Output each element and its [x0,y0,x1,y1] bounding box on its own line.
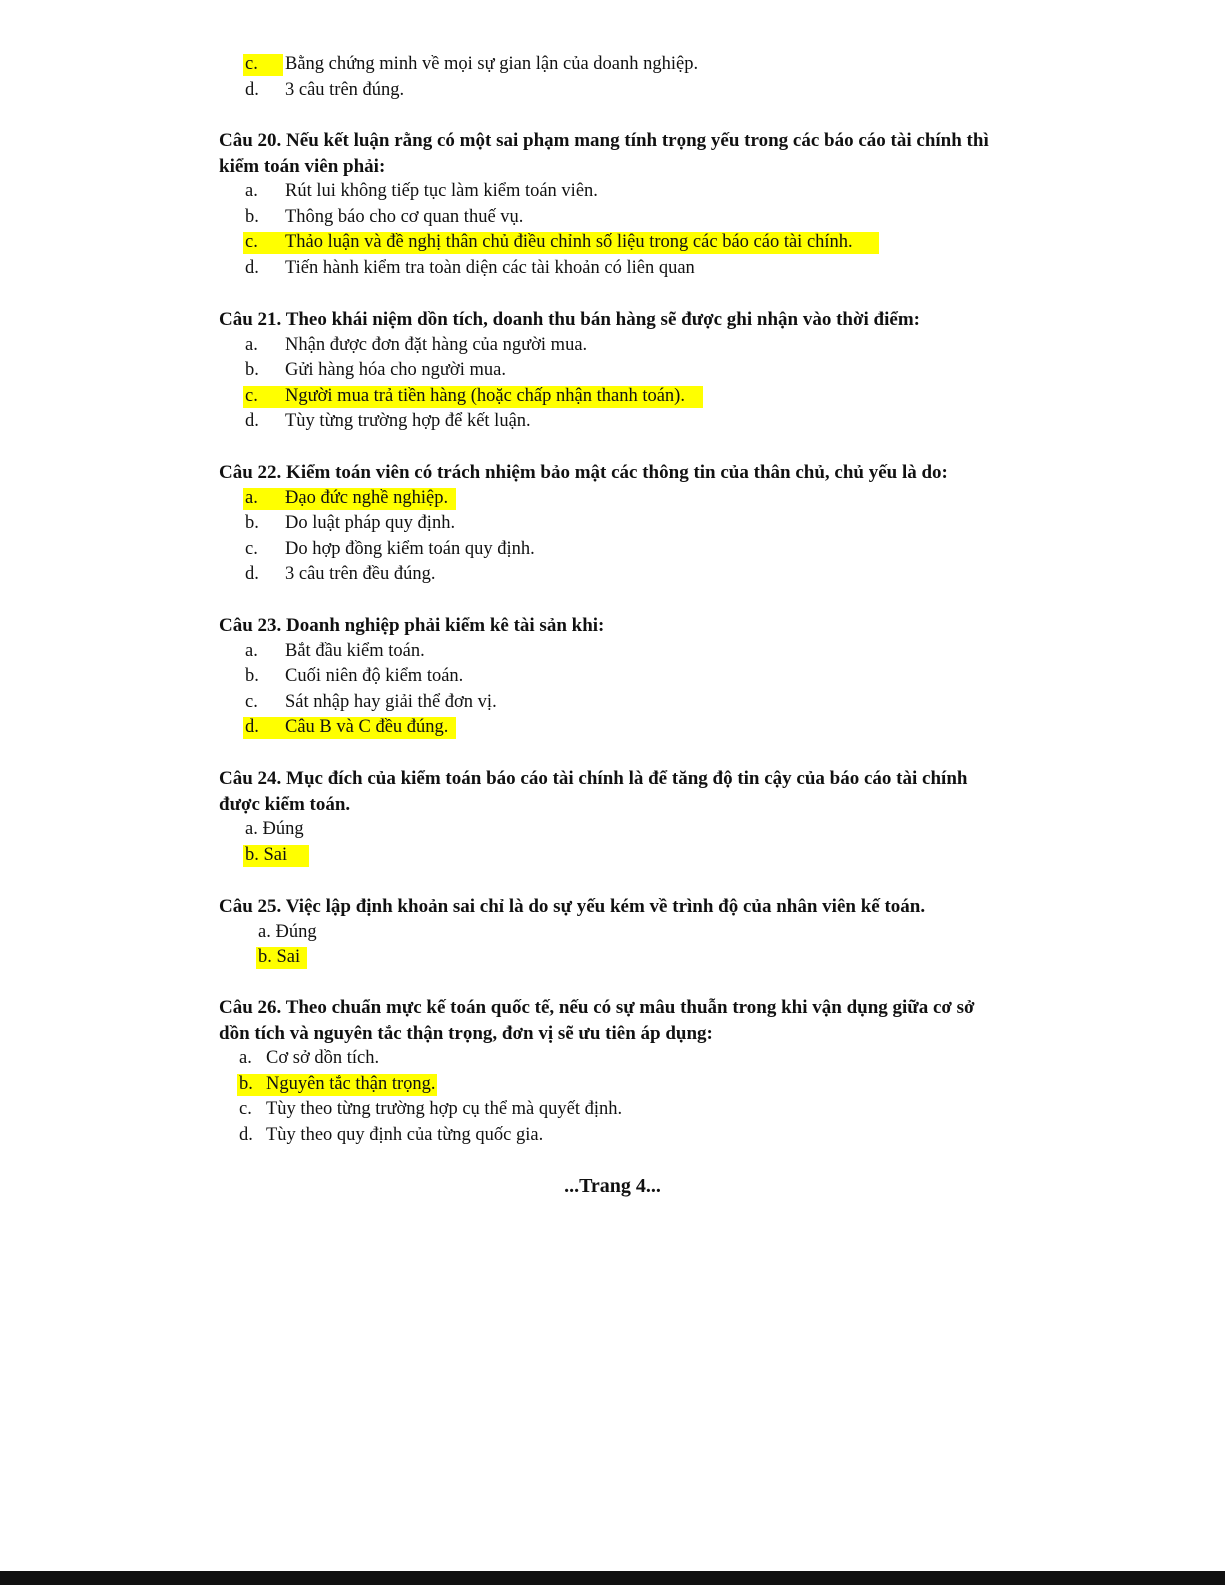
option-text: Cơ sở dồn tích. [266,1048,380,1068]
option-text: Người mua trả tiền hàng (hoặc chấp nhận thanh toán). [285,385,685,406]
option-letter: d. [245,564,259,584]
bottom-border [0,1571,1225,1585]
option-letter: c. [245,538,258,559]
question-text: Câu 23. Doanh nghiệp phải kiểm kê tài sản khi: [219,615,605,636]
option-d [219,78,1009,104]
question-block-21 [219,307,1009,435]
option-d [219,256,1009,282]
option-letter: a. [245,334,258,355]
option-letter: d. [239,1124,253,1145]
option-text: Rút lui không tiếp tục làm kiểm toán viên. [285,181,598,201]
option-d [219,409,1009,435]
option-letter: c. [245,385,258,406]
question-block-24 [219,766,1009,868]
option-b-correct [219,1072,1009,1098]
option-text: Câu B và C đều đúng. [285,717,449,737]
option-text-highlighted: Nguyên tắc thận trọng [266,1073,431,1094]
option-text: Đạo đức nghề nghiệp. [285,487,449,508]
question-block-19-continued [219,52,1009,103]
option-text: b. Sai [245,844,288,865]
option-b [219,511,1009,537]
option-text: Gửi hàng hóa cho người mua. [285,360,506,380]
option-text: Nhận được đơn đặt hàng của người mua. [285,334,588,355]
option-letter: a. [239,1048,252,1068]
option-letter: b. [239,1073,253,1094]
option-text: Do hợp đồng kiểm toán quy định. [285,538,535,559]
option-letter: d. [245,257,259,278]
option-false-correct [219,945,1009,971]
option-c [219,690,1009,716]
question-block-25 [219,894,1009,971]
option-letter: b. [245,360,259,380]
option-a [219,639,1009,665]
option-text: 3 câu trên đúng. [285,79,405,100]
option-a-correct [219,486,1009,512]
option-a [219,333,1009,359]
page-number-footer: ...Trang 4... [564,1175,661,1197]
option-text: Thảo luận và đề nghị thân chủ điều chỉnh số liệu trong các báo cáo tài chính. [285,232,853,252]
option-letter: c. [245,691,258,712]
option-b [219,664,1009,690]
option-text: Tùy theo quy định của từng quốc gia. [266,1124,544,1145]
option-text: Tùy theo từng trường hợp cụ thể mà quyết định. [266,1099,623,1119]
option-true [219,817,1009,843]
question-text: Câu 26. Theo chuẩn mực kế toán quốc tế, nếu có sự mâu thuẫn trong khi vận dụng giữa cơ sở dồn tích và nguyên tắc thận trọng, đơn vị sẽ ưu tiên áp dụng: [219,997,975,1044]
option-letter: a. [245,181,258,201]
option-text: b. Sai [258,947,301,967]
option-text: 3 câu trên đều đúng. [285,564,436,584]
question-text: Câu 25. Việc lập định khoản sai chỉ là do sự yếu kém về trình độ của nhân viên kế toán. [219,896,926,917]
option-letter: d. [245,79,259,100]
option-d [219,562,1009,588]
option-letter: b. [245,513,259,533]
option-c-correct [219,384,1009,410]
option-letter: d. [245,411,259,431]
option-letter: c. [239,1099,252,1119]
option-text: Tùy từng trường hợp để kết luận. [285,411,531,431]
option-text: Sát nhập hay giải thể đơn vị. [285,691,497,712]
option-text: Do luật pháp quy định. [285,513,456,533]
question-block-23 [219,613,1009,741]
option-text: Bằng chứng minh về mọi sự gian lận của doanh nghiệp. [285,54,699,74]
option-text [266,1072,436,1098]
option-a [219,179,1009,205]
question-text: Câu 24. Mục đích của kiểm toán báo cáo tài chính là để tăng độ tin cậy của báo cáo tài chính được kiểm toán. [219,768,968,815]
option-letter: d. [245,717,259,737]
option-false-correct [219,843,1009,869]
question-text: Câu 21. Theo khái niệm dồn tích, doanh thu bán hàng sẽ được ghi nhận vào thời điểm: [219,309,920,330]
option-text: a. Đúng [258,921,317,942]
option-trailing-period: . [430,1073,436,1094]
question-block-22 [219,460,1009,588]
option-c [219,1097,1009,1123]
option-d-correct [219,715,1009,741]
option-letter: c. [245,54,258,74]
option-letter: b. [245,666,259,686]
option-c [219,537,1009,563]
option-b [219,205,1009,231]
option-true [219,920,1009,946]
option-letter: a. [245,487,258,508]
option-text: Cuối niên độ kiểm toán. [285,666,464,686]
question-text: Câu 20. Nếu kết luận rằng có một sai phạm mang tính trọng yếu trong các báo cáo tài chính thì kiểm toán viên phải: [219,130,989,177]
question-text: Câu 22. Kiểm toán viên có trách nhiệm bảo mật các thông tin của thân chủ, chủ yếu là do: [219,462,948,483]
option-text: Tiến hành kiểm tra toàn diện các tài khoản có liên quan [285,257,695,278]
option-d [219,1123,1009,1149]
option-c-correct [219,230,1009,256]
option-text: Thông báo cho cơ quan thuế vụ. [285,206,524,227]
option-letter: a. [245,640,258,661]
option-a [219,1046,1009,1072]
option-letter: c. [245,232,258,252]
option-text: a. Đúng [245,819,304,839]
question-block-26 [219,995,1009,1148]
option-letter: b. [245,206,259,227]
option-c [219,52,1009,78]
question-block-20 [219,128,1009,281]
option-text: Bắt đầu kiểm toán. [285,640,425,661]
option-b [219,358,1009,384]
